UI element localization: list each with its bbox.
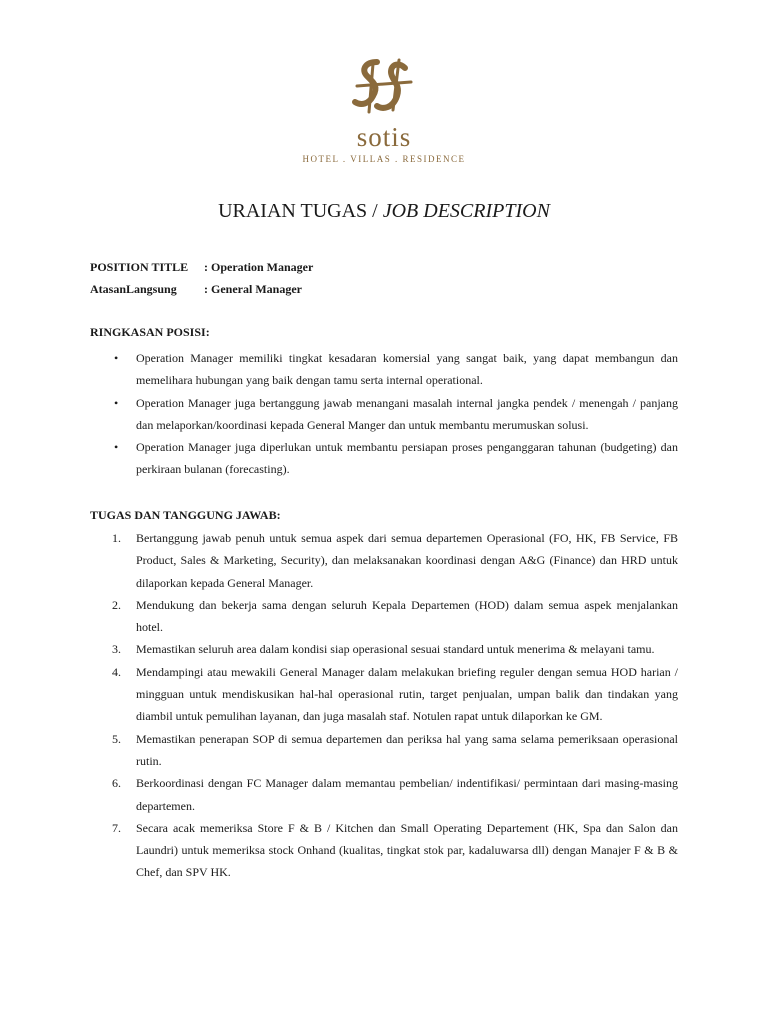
list-item xyxy=(90,347,678,392)
sh-monogram-icon xyxy=(347,56,421,118)
list-item xyxy=(90,594,678,639)
hotel-logo xyxy=(0,56,768,164)
list-item-text: Bertanggung jawab penuh untuk semua aspek dari semua departemen Operasional (FO, HK, FB Service, FB Product, Sales & Marketing, Security), dan melaksanakan koordinasi dengan A&G (Finance) dan HRD untuk dilaporkan kepada General Manager. xyxy=(136,531,678,590)
bullet-marker: • xyxy=(114,395,119,410)
list-item xyxy=(90,436,678,481)
summary-heading: RINGKASAN POSISI: xyxy=(90,325,210,339)
list-item-text: Secara acak memeriksa Store F & B / Kitchen dan Small Operating Departement (HK, Spa dan Salon dan Laundri) untuk memeriksa stock Onhand (kualitas, tingkat stok par, kadaluwarsa dll) dengan Manajer F & B & Chef, dan SPV HK. xyxy=(136,820,678,880)
brand-name: sotis xyxy=(356,122,412,152)
list-item-text: Operation Manager memiliki tingkat kesadaran komersial yang sangat baik, yang dapat membangun dan memelihara hubungan yang baik dengan tamu serta internal operational. xyxy=(136,351,678,388)
list-item xyxy=(90,392,678,437)
brand-tagline: HOTEL . VILLAS . RESIDENCE xyxy=(302,154,466,164)
bullet-marker: • xyxy=(114,351,119,365)
list-item-text: Mendukung dan bekerja sama dengan seluruh Kepala Departemen (HOD) dalam semua aspek menjalankan hotel. xyxy=(136,597,678,635)
summary-list xyxy=(90,347,678,481)
item-number: 5. xyxy=(112,731,121,746)
list-item-text: Operation Manager juga bertanggung jawab menangani masalah internal jangka pendek / menengah / panjang dan melaporkan/koordinasi kepada General Manger dan untuk membantu merumuskan solusi. xyxy=(136,395,678,432)
info-value: : General Manager xyxy=(204,282,302,296)
duties-list xyxy=(90,527,678,884)
list-item-text: Memastikan seluruh area dalam kondisi siap operasional sesuai standard untuk menerima & melayani tamu. xyxy=(136,642,655,657)
bullet-marker: • xyxy=(114,440,119,455)
list-item-text: Berkoordinasi dengan FC Manager dalam memantau pembelian/ indentifikasi/ permintaan dari masing-masing departemen. xyxy=(136,776,678,813)
item-number: 6. xyxy=(112,776,121,791)
duties-heading: TUGAS DAN TANGGUNG JAWAB: xyxy=(90,508,281,522)
list-item xyxy=(90,817,678,884)
info-label: POSITION TITLE xyxy=(90,260,189,274)
item-number: 7. xyxy=(112,820,121,835)
item-number: 2. xyxy=(112,597,121,612)
info-label: AtasanLangsung xyxy=(90,282,177,296)
item-number: 4. xyxy=(112,664,121,679)
list-item-text: Operation Manager juga diperlukan untuk membantu persiapan proses penganggaran tahunan (budgeting) dan perkiraan bulanan (forecasting). xyxy=(136,440,678,477)
supervisor-row xyxy=(90,282,302,297)
list-item xyxy=(90,661,678,728)
list-item xyxy=(90,728,678,773)
list-item-text: Memastikan penerapan SOP di semua departemen dan periksa hal yang sama selama pemeriksaan operasional rutin. xyxy=(136,731,678,768)
list-item-text: Mendampingi atau mewakili General Manager dalam melakukan briefing reguler dengan semua HOD harian / mingguan untuk mendiskusikan hal-hal operasional rutin, target penjualan, umpan balik dan tindakan yang diambil untuk pemulihan layanan, dan juga masalah staf. Notulen rapat untuk dilaporkan ke GM. xyxy=(136,664,678,724)
document-title xyxy=(0,198,768,224)
list-item xyxy=(90,638,678,660)
list-item xyxy=(90,772,678,817)
title-italic: JOB DESCRIPTION xyxy=(382,200,550,222)
title-main: URAIAN TUGAS / xyxy=(218,200,383,222)
list-item xyxy=(90,527,678,594)
item-number: 3. xyxy=(112,642,121,657)
info-value: : Operation Manager xyxy=(204,260,314,274)
item-number: 1. xyxy=(112,531,121,545)
position-title-row xyxy=(90,260,313,275)
